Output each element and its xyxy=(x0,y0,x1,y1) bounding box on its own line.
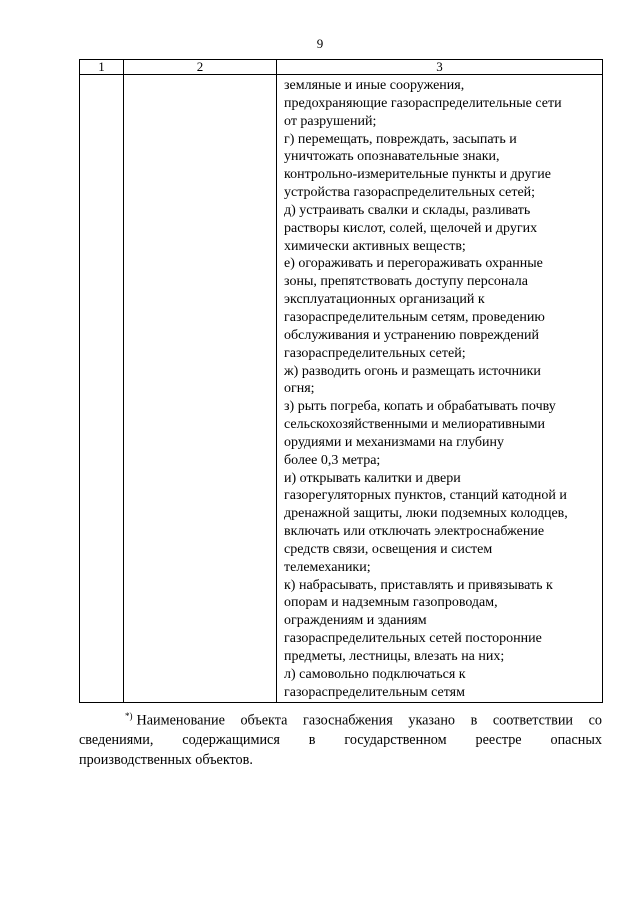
text-line: газорегуляторных пунктов, станций катодной и xyxy=(284,488,567,504)
text-line: дренажной защиты, люки подземных колодцев, xyxy=(284,506,568,522)
text-line: земляные и иные сооружения, xyxy=(284,78,465,93)
text-line: от разрушений; xyxy=(284,113,377,129)
text-line: ж) разводить огонь и размещать источники xyxy=(284,363,541,379)
text-line: эксплуатационных организаций к xyxy=(284,292,485,308)
footnote-line: *) Наименование объекта газоснабжения указано в соответствии со xyxy=(125,711,602,729)
table-body-row xyxy=(80,75,603,703)
text-line: з) рыть погреба, копать и обрабатывать почву xyxy=(284,399,556,415)
text-line: орудиями и механизмами на глубину xyxy=(284,434,505,450)
footnote-line: производственных объектов. xyxy=(79,751,253,768)
table-header-row xyxy=(80,60,603,75)
text-line: газораспределительным сетям xyxy=(284,684,465,700)
text-line: контрольно-измерительные пункты и другие xyxy=(284,167,551,183)
footnote-marker: *) xyxy=(125,711,133,721)
text-line: устройства газораспределительных сетей; xyxy=(284,185,536,201)
footnote xyxy=(79,707,602,770)
prohibitions-text xyxy=(277,75,602,702)
text-line: средств связи, освещения и систем xyxy=(284,541,493,557)
column-2-cell xyxy=(124,75,277,703)
text-line: предметы, лестницы, влезать на них; xyxy=(284,649,505,664)
text-line: огня; xyxy=(284,381,315,397)
page-number: 9 xyxy=(316,36,324,51)
text-line: газораспределительных сетей; xyxy=(284,345,466,361)
text-line: химически активных веществ; xyxy=(284,238,466,254)
text-line: газораспределительным сетям, проведению xyxy=(284,309,545,325)
text-line: и) открывать калитки и двери xyxy=(284,470,461,486)
text-line: ограждениям и зданиям xyxy=(284,613,427,629)
column-3-cell xyxy=(277,75,603,703)
text-line: газораспределительных сетей посторонние xyxy=(284,631,542,647)
text-line: включать или отключать электроснабжение xyxy=(284,524,545,540)
text-line: д) устраивать свалки и склады, разливать xyxy=(284,202,531,218)
text-line: к) набрасывать, приставлять и привязывать к xyxy=(284,577,553,593)
text-line: л) самовольно подключаться к xyxy=(284,666,466,682)
text-line: телемеханики; xyxy=(284,559,371,575)
text-line: растворы кислот, солей, щелочей и других xyxy=(284,220,538,236)
text-line: обслуживания и устранению повреждений xyxy=(284,327,540,343)
footnote-line: сведениями, содержащимися в государственном реестре опасных xyxy=(79,732,602,749)
text-line: опорам и надземным газопроводам, xyxy=(284,595,498,611)
text-line: уничтожать опознавательные знаки, xyxy=(284,149,500,165)
text-line: сельскохозяйственными и мелиоративными xyxy=(284,417,546,433)
column-1-cell xyxy=(80,75,124,703)
text-line: е) огораживать и перегораживать охранные xyxy=(284,256,543,272)
column-1-header: 1 xyxy=(80,60,124,75)
column-3-header: 3 xyxy=(277,60,603,75)
text-line: более 0,3 метра; xyxy=(284,452,381,468)
text-line: зоны, препятствовать доступу персонала xyxy=(284,274,528,290)
document-table xyxy=(79,59,603,703)
text-line: предохраняющие газораспределительные сети xyxy=(284,95,562,111)
text-line: г) перемещать, повреждать, засыпать и xyxy=(284,131,517,147)
column-2-header: 2 xyxy=(124,60,277,75)
